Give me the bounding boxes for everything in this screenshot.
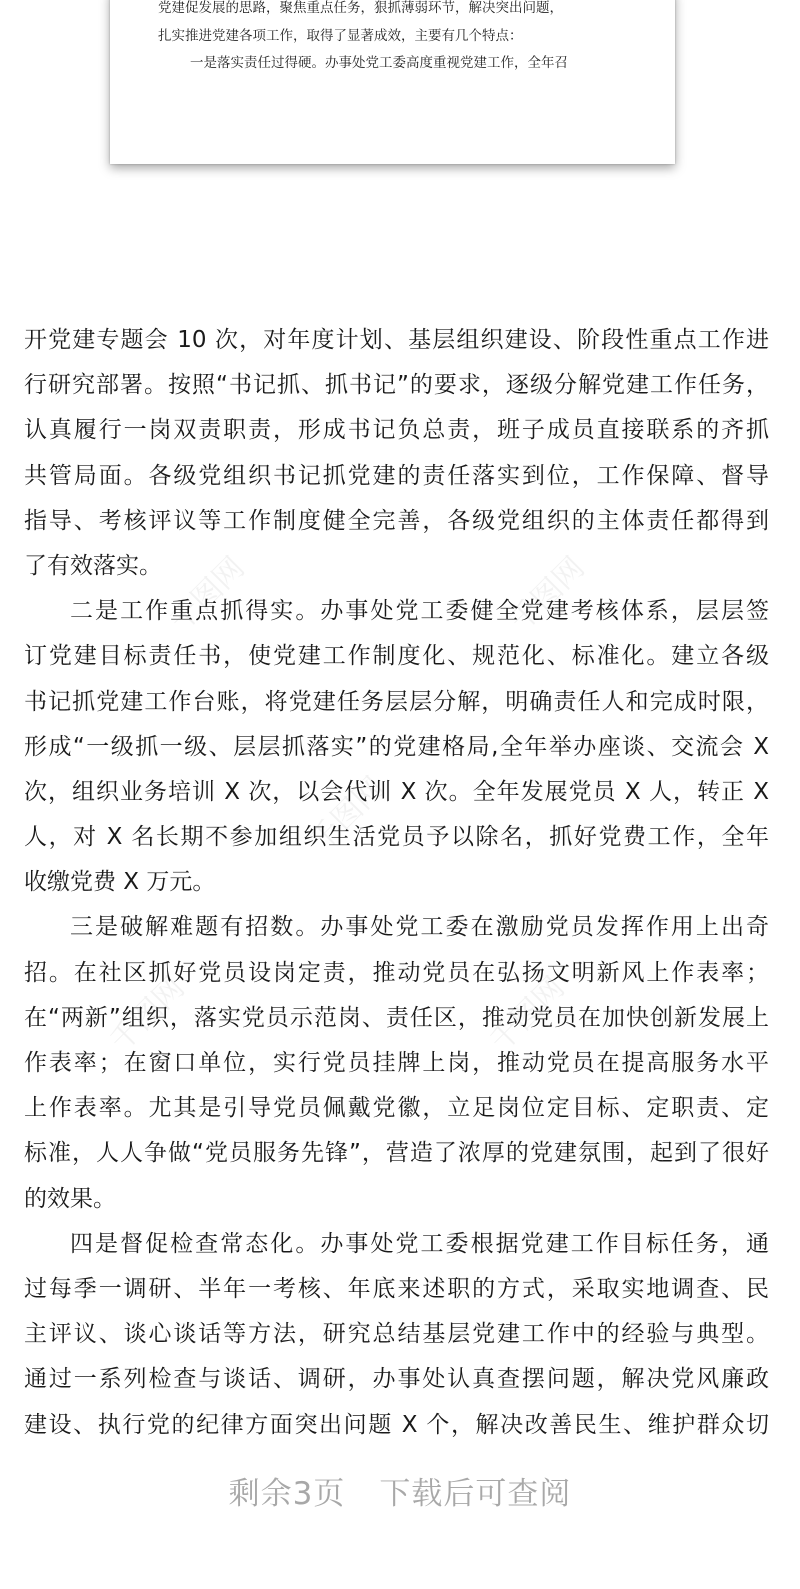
- text-line: 形成“一级抓一级、层层抓落实”的党建格局,全年举办座谈、交流会 X: [24, 733, 769, 760]
- text-line: 的效果。: [24, 1185, 116, 1212]
- paragraph-start: 三是破解难题有招数。办事处党工委在激励党员发挥作用上出奇: [70, 914, 769, 941]
- text-line: 主评议、谈心谈话等方法，研究总结基层党建工作中的经验与典型。: [24, 1321, 769, 1348]
- text-line: 人，对 X 名长期不参加组织生活党员予以除名，抓好党费工作，全年: [24, 824, 769, 851]
- preview-line: 扎实推进党建各项工作，取得了显著成效，主要有几个特点：: [158, 28, 523, 44]
- document-body: [24, 318, 769, 1448]
- text-line: 通过一系列检查与谈话、调研，办事处认真查摆问题，解决党风廉政: [24, 1366, 769, 1393]
- text-line: 订党建目标责任书，使党建工作制度化、规范化、标准化。建立各级: [24, 643, 769, 670]
- download-prompt-label[interactable]: 下载后可查阅: [379, 1476, 572, 1512]
- watermark: 千图网: [303, 770, 392, 859]
- text-line: 书记抓党建工作台账，将党建任务层层分解，明确责任人和完成时限，: [24, 688, 769, 715]
- text-line: 建设、执行党的纪律方面突出问题 X 个，解决改善民生、维护群众切: [24, 1411, 769, 1438]
- text-line: 在“两新”组织，落实党员示范岗、责任区，推动党员在加快创新发展上: [24, 1004, 769, 1031]
- preview-card: [110, 0, 675, 164]
- text-line: 认真履行一岗双责职责，形成书记负总责，班子成员直接联系的齐抓: [24, 417, 769, 444]
- text-line: 开党建专题会 10 次，对年度计划、基层组织建设、阶段性重点工作进: [24, 327, 769, 353]
- text-line: 了有效落实。: [24, 552, 162, 579]
- paragraph-start: 四是督促检查常态化。办事处党工委根据党建工作目标任务，通: [70, 1230, 769, 1257]
- preview-line: 一是落实责任过得硬。办事处党工委高度重视党建工作，全年召: [190, 55, 568, 71]
- text-line: 次，组织业务培训 X 次，以会代训 X 次。全年发展党员 X 人，转正 X: [24, 778, 769, 805]
- watermark: 千图网: [483, 970, 572, 1059]
- download-banner[interactable]: [0, 1468, 800, 1513]
- text-line: 作表率；在窗口单位，实行党员挂牌上岗，推动党员在提高服务水平: [24, 1050, 769, 1076]
- preview-line: 党建促发展的思路，聚焦重点任务，狠抓薄弱环节，解决突出问题，: [158, 0, 563, 16]
- text-line: 指导、考核评议等工作制度健全完善，各级党组织的主体责任都得到: [24, 507, 769, 534]
- text-line: 招。在社区抓好党员设岗定责，推动党员在弘扬文明新风上作表率；: [24, 959, 769, 986]
- text-line: 收缴党费 X 万元。: [24, 869, 216, 896]
- text-line: 上作表率。尤其是引导党员佩戴党徽，立足岗位定目标、定职责、定: [24, 1095, 769, 1122]
- watermark: 千图网: [103, 970, 192, 1059]
- remaining-pages-label[interactable]: 剩余3页: [228, 1476, 346, 1512]
- watermark: 千图网: [503, 550, 592, 639]
- text-line: 标准，人人争做“党员服务先锋”，营造了浓厚的党建氛围，起到了很好: [24, 1140, 769, 1167]
- paragraph-start: 二是工作重点抓得实。办事处党工委健全党建考核体系，层层签: [70, 598, 769, 625]
- watermark: 千图网: [163, 550, 252, 639]
- text-line: 行研究部署。按照“书记抓、抓书记”的要求，逐级分解党建工作任务，: [24, 372, 769, 399]
- text-line: 过每季一调研、半年一考核、年底来述职的方式，采取实地调查、民: [24, 1275, 769, 1302]
- text-line: 共管局面。各级党组织书记抓党建的责任落实到位，工作保障、督导: [24, 462, 769, 489]
